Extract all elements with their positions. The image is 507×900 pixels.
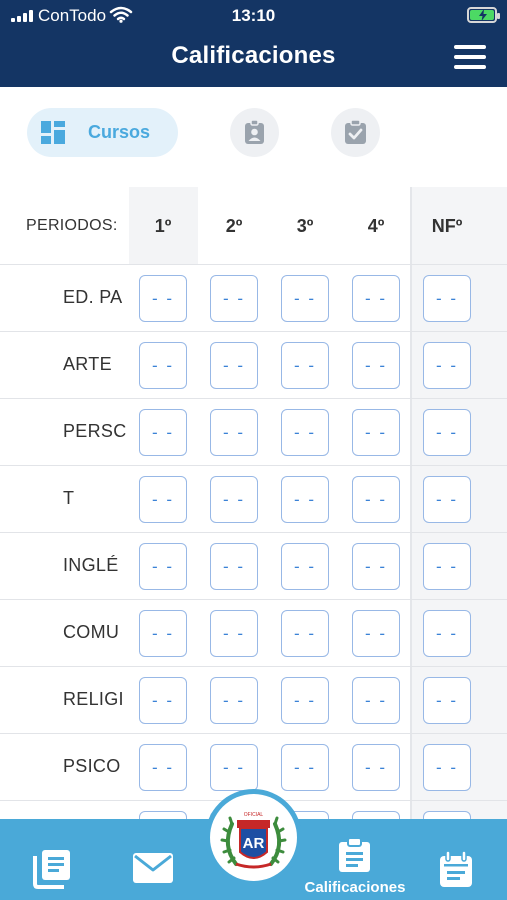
course-name: COMU xyxy=(63,622,120,642)
grade-cell-period-2[interactable]: - - xyxy=(210,543,258,590)
grade-cell-period-3[interactable]: - - xyxy=(281,610,329,657)
final-grade-cell[interactable]: - - xyxy=(423,275,471,322)
course-name: ARTE xyxy=(63,354,112,374)
grade-cell-period-1[interactable]: - - xyxy=(139,409,187,456)
period-header-final[interactable]: NFº xyxy=(431,216,463,236)
grades-table xyxy=(0,187,507,819)
period-header-3[interactable]: 3º xyxy=(296,216,314,236)
status-bar xyxy=(0,0,507,30)
periods-label: PERIODOS: xyxy=(26,217,118,234)
grade-cell-period-1[interactable]: - - xyxy=(139,744,187,791)
grade-cell-period-4[interactable]: - - xyxy=(352,275,400,322)
course-name: ED. PA xyxy=(63,287,123,307)
final-grade-cell[interactable]: - - xyxy=(423,610,471,657)
school-logo xyxy=(210,794,297,881)
grade-cell-period-2[interactable]: - - xyxy=(210,409,258,456)
grade-cell-period-4[interactable]: - - xyxy=(352,610,400,657)
grade-row xyxy=(0,264,507,331)
grade-cell-period-2[interactable]: - - xyxy=(210,342,258,389)
grade-cell-period-3[interactable]: - - xyxy=(281,476,329,523)
clipboard-check-icon xyxy=(343,120,368,145)
grade-row xyxy=(0,465,507,532)
grade-cell-period-4[interactable]: - - xyxy=(352,677,400,724)
period-header-4[interactable]: 4º xyxy=(367,216,385,236)
grade-cell-period-3[interactable]: - - xyxy=(281,409,329,456)
course-name: PERSC xyxy=(63,421,127,441)
final-grade-cell[interactable]: - - xyxy=(423,677,471,724)
grade-cell-period-2[interactable]: - - xyxy=(210,744,258,791)
battery-icon xyxy=(467,7,497,23)
final-grade-cell[interactable]: - - xyxy=(423,476,471,523)
grade-cell-period-3[interactable]: - - xyxy=(281,342,329,389)
course-name: INGLÉ xyxy=(63,555,119,575)
grade-cell-period-1[interactable]: - - xyxy=(139,610,187,657)
status-time: 13:10 xyxy=(231,6,276,25)
grade-cell-period-3[interactable]: - - xyxy=(281,744,329,791)
grade-cell-period-1[interactable]: - - xyxy=(139,543,187,590)
school-crest-logo xyxy=(210,794,297,881)
grade-cell-period-4[interactable]: - - xyxy=(352,744,400,791)
final-grade-cell[interactable]: - - xyxy=(423,543,471,590)
grade-row xyxy=(0,331,507,398)
clipboard-list-icon[interactable] xyxy=(339,838,370,872)
school-logo-button[interactable] xyxy=(205,789,302,886)
tab-grades-check[interactable] xyxy=(331,108,380,157)
dashboard-grid-icon xyxy=(41,121,65,144)
page-title: Calificaciones xyxy=(171,42,336,69)
grade-row xyxy=(0,599,507,666)
grade-cell-period-1[interactable]: - - xyxy=(139,476,187,523)
nav-calificaciones-label[interactable]: Calificaciones xyxy=(304,879,406,896)
book-list-icon[interactable] xyxy=(35,850,70,887)
hamburger-menu-icon[interactable] xyxy=(454,45,486,69)
tab-teacher[interactable] xyxy=(230,108,279,157)
grade-cell-period-2[interactable]: - - xyxy=(210,476,258,523)
grade-cell-period-1[interactable]: - - xyxy=(139,275,187,322)
course-name: T xyxy=(63,488,75,508)
grade-cell-period-1[interactable]: - - xyxy=(139,342,187,389)
grade-cell-period-4[interactable]: - - xyxy=(352,476,400,523)
grade-cell-period-4[interactable]: - - xyxy=(352,409,400,456)
final-grade-cell[interactable]: - - xyxy=(423,744,471,791)
final-grade-cell[interactable]: - - xyxy=(423,409,471,456)
grade-row xyxy=(0,532,507,599)
grade-cell-period-3[interactable]: - - xyxy=(281,275,329,322)
period-header-2[interactable]: 2º xyxy=(225,216,243,236)
course-name: PSICO xyxy=(63,756,121,776)
grade-cell-period-3[interactable]: - - xyxy=(281,677,329,724)
grade-cell-period-4[interactable]: - - xyxy=(352,543,400,590)
grade-cell-period-2[interactable]: - - xyxy=(210,610,258,657)
badge-person-icon xyxy=(242,120,267,145)
grade-row xyxy=(0,666,507,733)
tab-cursos-label: Cursos xyxy=(88,122,151,142)
grade-cell-period-4[interactable]: - - xyxy=(352,342,400,389)
tab-cursos[interactable] xyxy=(27,108,178,157)
grade-cell-period-2[interactable]: - - xyxy=(210,275,258,322)
calendar-icon[interactable] xyxy=(440,851,472,887)
grade-cell-period-3[interactable]: - - xyxy=(281,543,329,590)
final-grade-cell[interactable]: - - xyxy=(423,342,471,389)
mail-icon[interactable] xyxy=(133,853,173,883)
period-header-1[interactable]: 1º xyxy=(154,216,172,236)
logo-caption: OFICIAL xyxy=(243,812,264,818)
grade-cell-period-1[interactable]: - - xyxy=(139,677,187,724)
logo-initials: AR xyxy=(242,835,265,852)
grade-row xyxy=(0,398,507,465)
view-tabs xyxy=(0,87,507,187)
app-header xyxy=(0,30,507,87)
carrier-name: ConTodo xyxy=(38,6,107,25)
course-name: RELIGI xyxy=(63,689,124,709)
grade-cell-period-2[interactable]: - - xyxy=(210,677,258,724)
